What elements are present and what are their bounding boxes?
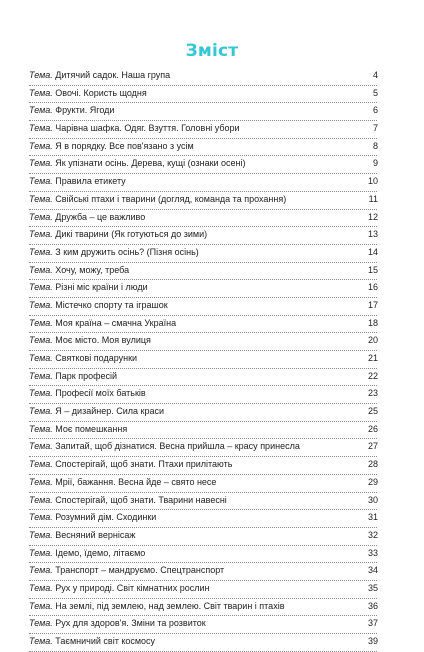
toc-entry-title: Рух для здоров'я. Зміни та розвиток [55,618,206,629]
toc-entry [29,475,377,493]
toc-entry-title: Таємничий світ космосу [55,636,156,646]
toc-entry-title: Містечко спорту та іграшок [55,299,168,310]
toc-entry [29,581,377,599]
toc-entry-label: Тема. [29,123,53,134]
toc-entry-label: Тема. [29,264,53,275]
page-title: Зміст [185,41,239,61]
toc-entry-page-number: 29 [367,476,378,487]
toc-entry-label: Тема. [29,299,53,310]
toc-entry-label: Тема. [29,246,53,257]
toc-entry-title: На землі, під землею, над землею. Світ тварин і птахів [55,600,285,611]
toc-entry-page-number: 16 [367,282,378,293]
toc-entry-label: Тема. [29,158,53,169]
toc-entry-page-number: 7 [372,123,378,134]
toc-entry-page-number: 37 [367,618,378,629]
toc-entry-page-number: 31 [367,512,378,523]
toc-entry-title: Мрії, бажання. Весна йде – свято несе [55,476,217,487]
toc-entry-title: Я в порядку. Все пов'язано з усім [55,140,194,151]
toc-entry [29,210,377,228]
toc-entry-page-number: 21 [367,353,378,363]
toc-entry [29,439,377,457]
toc-entry [29,599,377,617]
toc-entry-title: Я – дизайнер. Сила краси [55,406,164,417]
toc-entry-title: Розумний дім. Сходинки [55,512,157,523]
toc-entry-label: Тема. [29,406,53,417]
toc-entry-page-number: 22 [367,370,378,381]
toc-entry [29,457,377,475]
toc-entry-title: Чарівна шафка. Одяг. Взуття. Головні убори [55,123,240,134]
toc-entry [29,386,377,404]
toc-entry [29,263,377,281]
toc-entry-label: Тема. [29,140,53,151]
toc-entry-label: Тема. [29,459,53,470]
toc-entry-page-number: 14 [367,246,378,257]
toc-entry-title: Моє помешкання [55,423,128,434]
toc-entry-title: Хочу, можу, треба [55,264,130,275]
toc-entry-page-number: 27 [367,441,378,452]
toc-entry-title: Моя країна – смачна Україна [55,317,177,328]
toc-entry-label: Тема. [29,317,53,328]
toc-entry-page-number: 33 [367,547,378,558]
toc-entry-label: Тема. [29,636,53,646]
toc-entry [29,422,377,440]
toc-entry-label: Тема. [29,335,53,346]
toc-entry-label: Тема. [29,388,53,399]
toc-entry [29,546,377,564]
toc-entry-page-number: 6 [372,105,378,116]
toc-entry-label: Тема. [29,105,53,116]
toc-entry [29,174,377,192]
toc-entry-label: Тема. [29,494,53,505]
table-of-contents [29,68,377,652]
toc-entry-title: Моє місто. Моя вулиця [55,335,151,346]
toc-entry-title: Фрукти. Ягоди [55,105,115,116]
toc-entry [29,333,377,351]
toc-entry-title: Весняний вернісаж [55,529,136,540]
toc-entry [29,528,377,546]
toc-entry-label: Тема. [29,547,53,558]
toc-entry [29,280,377,298]
toc-entry [29,616,377,634]
toc-entry-title: Парк професій [55,370,118,381]
toc-entry-label: Тема. [29,423,53,434]
toc-entry-label: Тема. [29,193,53,204]
toc-entry-page-number: 5 [372,87,378,98]
toc-entry-label: Тема. [29,565,53,576]
toc-entry-label: Тема. [29,529,53,540]
toc-entry-label: Тема. [29,353,53,363]
toc-entry-title: Дикі тварини (Як готуються до зими) [55,229,208,240]
toc-entry-title: Спостерігай, щоб знати. Птахи прилітають [55,459,233,470]
toc-entry-title: Транспорт – мандруємо. Спецтранспорт [55,565,225,576]
toc-entry-title: Професії моїх батьків [55,388,146,399]
toc-entry [29,227,377,245]
toc-entry-title: Святкові подарунки [55,353,138,363]
toc-entry-page-number: 8 [372,140,378,151]
toc-entry-page-number: 32 [367,529,378,540]
toc-entry-label: Тема. [29,229,53,240]
toc-entry-title: Дитячий садок. Наша група [55,70,171,80]
toc-entry-label: Тема. [29,582,53,593]
toc-entry [29,369,377,387]
toc-entry [29,139,377,157]
toc-entry-title: Як упізнати осінь. Дерева, кущі (ознаки осені) [55,158,246,169]
toc-entry-page-number: 23 [367,388,378,399]
toc-entry-title: Правила етикету [55,176,126,187]
toc-entry-label: Тема. [29,70,53,80]
toc-entry-page-number: 9 [372,158,378,169]
toc-entry [29,103,377,121]
toc-entry-page-number: 36 [367,600,378,611]
toc-entry-label: Тема. [29,87,53,98]
toc-entry-page-number: 17 [367,299,378,310]
toc-entry-page-number: 30 [367,494,378,505]
toc-entry-page-number: 25 [367,406,378,417]
toc-entry-title: Спостерігай, щоб знати. Тварини навесні [55,494,227,505]
toc-entry [29,121,377,139]
toc-entry-page-number: 39 [367,636,378,646]
toc-entry [29,634,377,652]
toc-entry-title: Свійські птахи і тварини (догляд, команда та прохання) [55,193,287,204]
toc-entry [29,351,377,369]
toc-entry-label: Тема. [29,176,53,187]
toc-entry [29,298,377,316]
toc-entry [29,404,377,422]
toc-entry-page-number: 18 [367,317,378,328]
toc-entry-page-number: 10 [367,176,378,187]
toc-entry-page-number: 28 [367,459,378,470]
toc-entry-label: Тема. [29,282,53,293]
toc-entry [29,245,377,263]
toc-entry-label: Тема. [29,476,53,487]
toc-entry-label: Тема. [29,441,53,452]
toc-entry-label: Тема. [29,370,53,381]
toc-entry-label: Тема. [29,600,53,611]
toc-entry [29,563,377,581]
toc-entry [29,156,377,174]
toc-entry-page-number: 15 [367,264,378,275]
toc-entry-label: Тема. [29,618,53,629]
toc-entry-title: Овочі. Користь щодня [55,87,147,98]
toc-entry [29,493,377,511]
toc-entry [29,86,377,104]
toc-entry-page-number: 35 [367,582,378,593]
toc-entry-title: Запитай, щоб дізнатися. Весна прийшла – красу принесла [55,441,300,452]
toc-entry-title: Дружба – це важливо [55,211,146,222]
toc-entry-page-number: 26 [367,423,378,434]
toc-entry-page-number: 11 [368,193,378,204]
toc-entry [29,68,377,86]
toc-entry-page-number: 20 [367,335,378,346]
toc-entry-title: Ідемо, їдемо, літаємо [55,547,146,558]
toc-entry-page-number: 12 [367,211,378,222]
toc-entry-title: Різні міс країни і люди [55,282,148,293]
toc-entry [29,316,377,334]
toc-entry-page-number: 34 [367,565,378,576]
toc-entry-page-number: 4 [372,70,378,80]
toc-entry-label: Тема. [29,512,53,523]
toc-entry-title: З ким дружить осінь? (Пізня осінь) [55,246,199,257]
toc-entry [29,192,377,210]
toc-entry-label: Тема. [29,211,53,222]
toc-entry-title: Рух у природі. Світ кімнатних рослин [55,582,210,593]
toc-entry-page-number: 13 [367,229,378,240]
toc-entry [29,510,377,528]
